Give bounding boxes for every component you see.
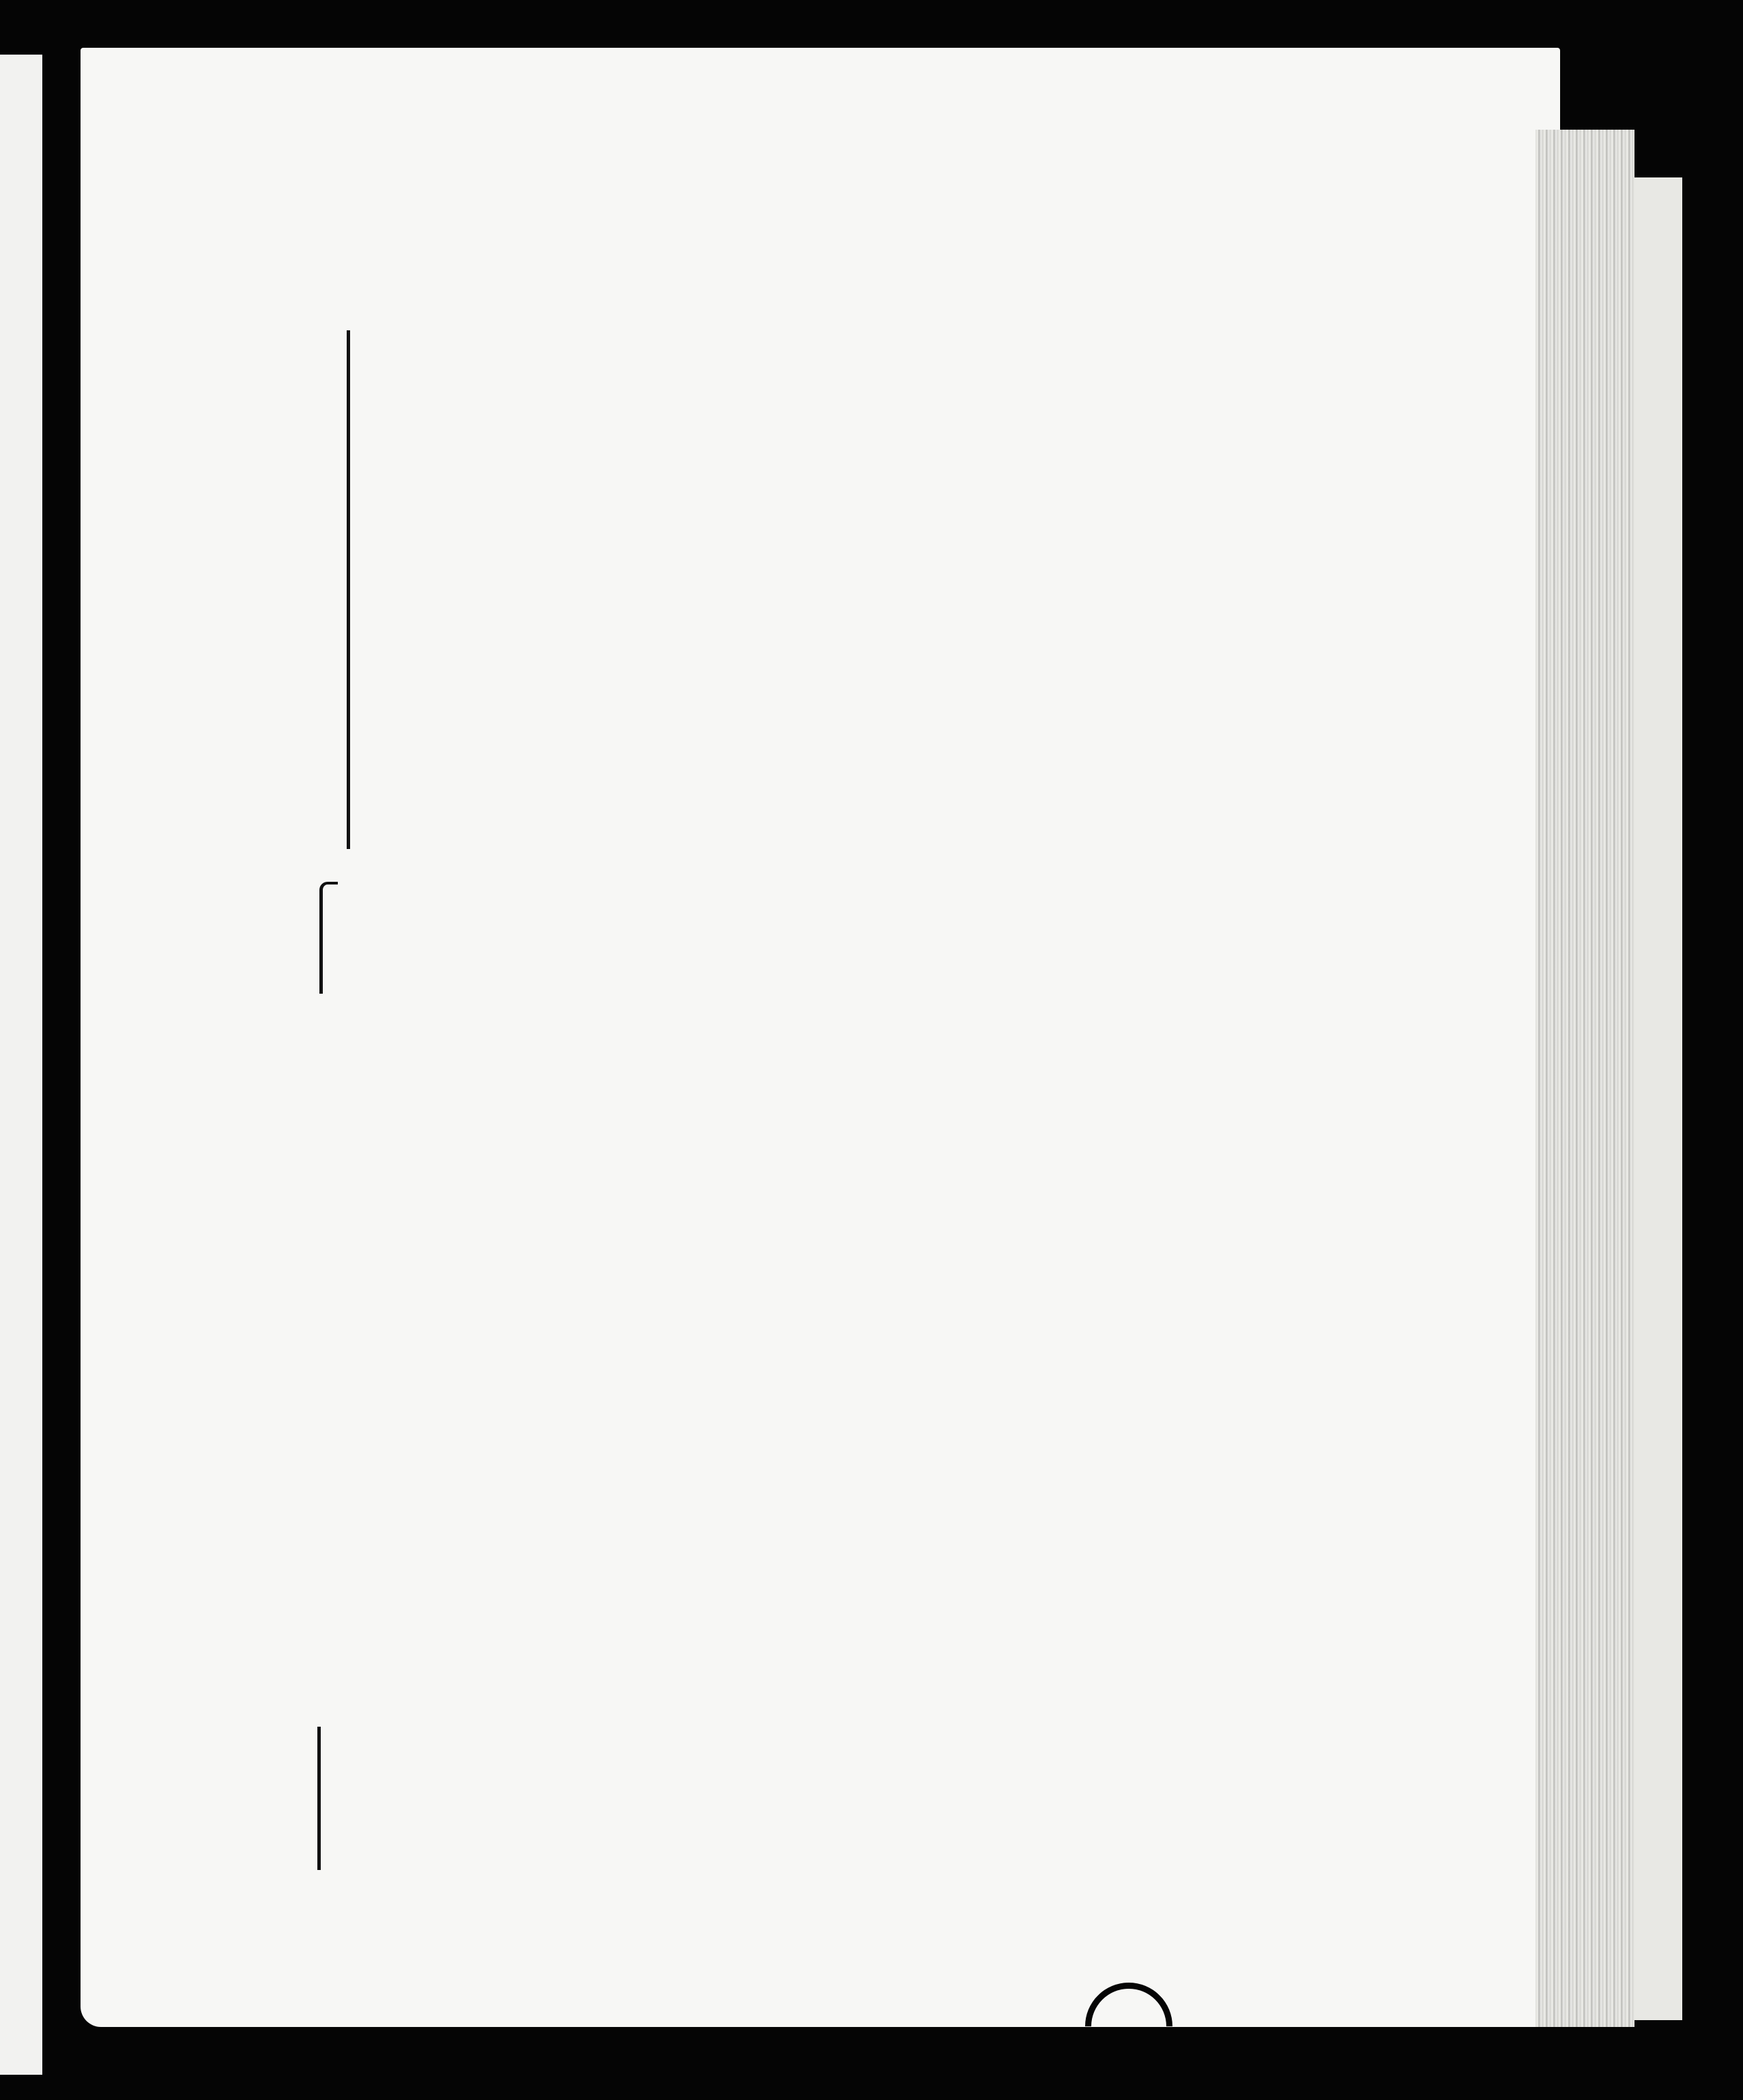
page-stack-edges (1536, 130, 1634, 2027)
margin-bracket (319, 882, 338, 994)
margin-bracket (347, 330, 365, 849)
adjacent-page-edge (0, 55, 42, 2075)
page-stack-edges-outer (1634, 177, 1682, 2020)
margin-line (317, 1727, 321, 1870)
book-page (81, 48, 1560, 2027)
